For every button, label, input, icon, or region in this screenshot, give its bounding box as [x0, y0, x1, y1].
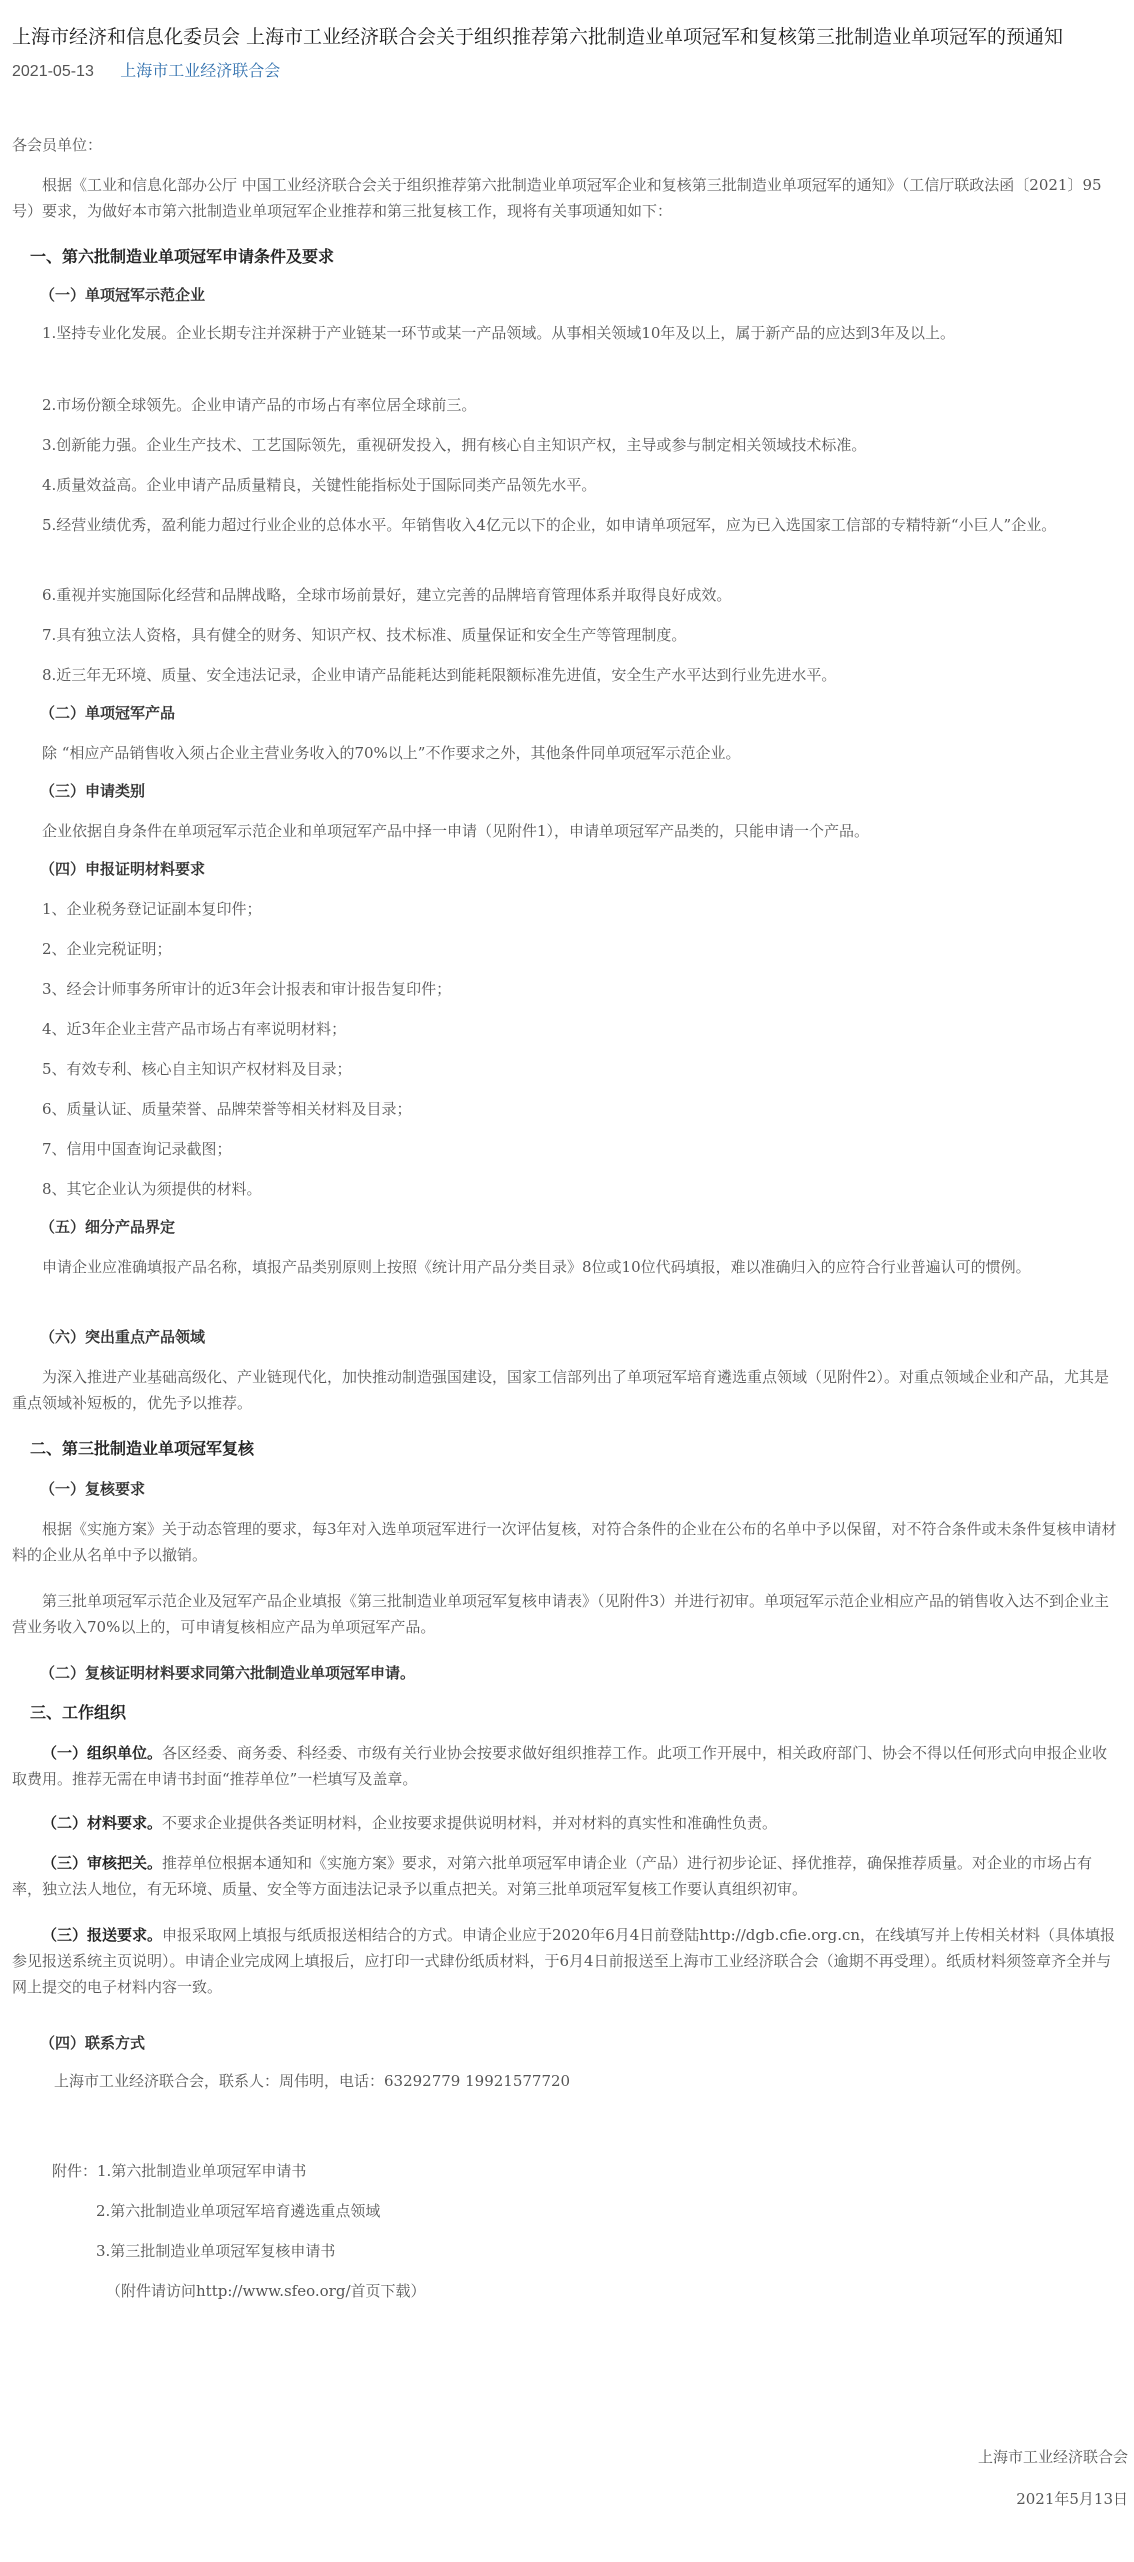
- s3-contact-heading: （四）联系方式: [40, 2034, 146, 2052]
- s1-sub2-heading: （二）单项冠军产品: [40, 704, 176, 722]
- s1-sub4-item-3: 3、经会计师事务所审计的近3年会计报表和审计报告复印件；: [42, 980, 452, 998]
- s1-sub4-item-2: 2、企业完税证明；: [42, 940, 172, 958]
- section-2-heading: 二、第三批制造业单项冠军复核: [30, 1439, 255, 1458]
- attachments-label: 附件：: [52, 2162, 98, 2180]
- signature-date: 2021年5月13日: [1016, 2490, 1128, 2508]
- s3-item-3: [12, 1850, 1122, 1902]
- s1-sub1-heading: （一）单项冠军示范企业: [40, 286, 206, 304]
- s1-sub5-heading: （五）细分产品界定: [40, 1218, 176, 1236]
- s3-item-4-label: （三）报送要求。: [42, 1926, 163, 1944]
- page-title: 上海市经济和信息化委员会 上海市工业经济联合会关于组织推荐第六批制造业单项冠军和复核第三批制造业单项冠军的预通知: [12, 26, 1064, 48]
- s3-item-3-text: 推荐单位根据本通知和《实施方案》要求，对第六批单项冠军申请企业（产品）进行初步论证、择优推荐，确保推荐质量。对企业的市场占有率，独立法人地位，有无环境、质量、安全等方面违法记录予以重点把关。对第三批单项冠军复核工作要认真组织初审。: [12, 1854, 1093, 1898]
- s1-sub3-heading: （三）申请类别: [40, 782, 146, 800]
- s2-sub1-p1: 根据《实施方案》关于动态管理的要求，每3年对入选单项冠军进行一次评估复核，对符合条件的企业在公布的名单中予以保留，对不符合条件或未条件复核申请材料的企业从名单中予以撤销。: [12, 1520, 1117, 1564]
- s3-item-1-text: 各区经委、商务委、科经委、市级有关行业协会按要求做好组织推荐工作。此项工作开展中，相关政府部门、协会不得以任何形式向申报企业收取费用。推荐无需在申请书封面“推荐单位”一栏填写及盖章。: [12, 1744, 1108, 1788]
- s1-sub1-item-6: 6.重视并实施国际化经营和品牌战略，全球市场前景好，建立完善的品牌培育管理体系并取得良好成效。: [42, 586, 732, 604]
- s3-item-1: [12, 1740, 1122, 1792]
- publish-date: 2021-05-13: [12, 63, 94, 80]
- s2-sub2-heading: （二）复核证明材料要求同第六批制造业单项冠军申请。: [40, 1664, 416, 1682]
- salutation: 各会员单位：: [12, 136, 103, 154]
- section-3-heading: 三、工作组织: [30, 1703, 127, 1722]
- s1-sub1-item-7: 7.具有独立法人资格，具有健全的财务、知识产权、技术标准、质量保证和安全生产等管理制度。: [42, 626, 687, 644]
- intro-paragraph: 根据《工业和信息化部办公厅 中国工业经济联合会关于组织推荐第六批制造业单项冠军企业和复核第三批制造业单项冠军的通知》（工信厅联政法函〔2021〕95号）要求，为做好本市第六批制造业单项冠军企业推荐和第三批复核工作，现将有关事项通知如下：: [12, 176, 1102, 220]
- s1-sub1-item-5: 5.经营业绩优秀，盈利能力超过行业企业的总体水平。年销售收入4亿元以下的企业，如申请单项冠军，应为已入选国家工信部的专精特新“小巨人”企业。: [42, 516, 1057, 534]
- s1-sub4-item-8: 8、其它企业认为须提供的材料。: [42, 1180, 262, 1198]
- s1-sub1-item-2: 2.市场份额全球领先。企业申请产品的市场占有率位居全球前三。: [42, 396, 477, 414]
- source-link[interactable]: 上海市工业经济联合会: [120, 63, 281, 80]
- s1-sub1-item-1: 1.坚持专业化发展。企业长期专注并深耕于产业链某一环节或某一产品领域。从事相关领域10年及以上，属于新产品的应达到3年及以上。: [42, 324, 955, 342]
- s2-sub1-p2: 第三批单项冠军示范企业及冠军产品企业填报《第三批制造业单项冠军复核申请表》（见附件3）并进行初审。单项冠军示范企业相应产品的销售收入达不到企业主营业务收入70%以上的，可申请复核相应产品为单项冠军产品。: [12, 1592, 1110, 1636]
- s3-item-4-text: 申报采取网上填报与纸质报送相结合的方式。申请企业应于2020年6月4日前登陆http://dgb.cfie.org.cn，在线填写并上传相关材料（具体填报参见报送系统主页说明）。申请企业完成网上填报后，应打印一式肆份纸质材料，于6月4日前报送至上海市工业经济联合会（逾期不再受理）。纸质材料须签章齐全并与网上提交的电子材料内容一致。: [12, 1926, 1116, 1996]
- s3-item-2: [12, 1810, 1122, 1836]
- signature-org: 上海市工业经济联合会: [977, 2448, 1128, 2466]
- attachments: [52, 2158, 306, 2184]
- s1-sub6-heading: （六）突出重点产品领域: [40, 1328, 206, 1346]
- s1-sub1-item-3: 3.创新能力强。企业生产技术、工艺国际领先，重视研发投入，拥有核心自主知识产权，主导或参与制定相关领域技术标准。: [42, 436, 867, 454]
- s1-sub4-item-7: 7、信用中国查询记录截图；: [42, 1140, 232, 1158]
- attachment-item-2: 2.第六批制造业单项冠军培育遴选重点领域: [96, 2202, 381, 2220]
- s1-sub5-text: 申请企业应准确填报产品名称，填报产品类别原则上按照《统计用产品分类目录》8位或10位代码填报，难以准确归入的应符合行业普遍认可的惯例。: [42, 1258, 1031, 1276]
- s1-sub2-text: 除 “相应产品销售收入须占企业主营业务收入的70%以上”不作要求之外，其他条件同单项冠军示范企业。: [42, 744, 741, 762]
- s3-item-2-text: 不要求企业提供各类证明材料，企业按要求提供说明材料，并对材料的真实性和准确性负责。: [162, 1814, 778, 1832]
- s1-sub4-heading: （四）申报证明材料要求: [40, 860, 206, 878]
- attachments-note: （附件请访问http://www.sfeo.org/首页下载）: [106, 2282, 426, 2300]
- section-1-heading: 一、第六批制造业单项冠军申请条件及要求: [30, 247, 335, 266]
- article-meta: [12, 60, 280, 84]
- s3-item-2-label: （二）材料要求。: [42, 1814, 163, 1832]
- s1-sub4-item-1: 1、企业税务登记证副本复印件；: [42, 900, 262, 918]
- s1-sub4-item-4: 4、近3年企业主营产品市场占有率说明材料；: [42, 1020, 347, 1038]
- s2-sub1-heading: （一）复核要求: [40, 1480, 146, 1498]
- attachment-item-1: 1.第六批制造业单项冠军申请书: [97, 2162, 307, 2180]
- s3-contact-text: 上海市工业经济联合会，联系人：周伟明，电话：63292779 19921577720: [54, 2072, 571, 2090]
- s1-sub3-text: 企业依据自身条件在单项冠军示范企业和单项冠军产品中择一申请（见附件1），申请单项冠军产品类的，只能申请一个产品。: [42, 822, 870, 840]
- s3-item-3-label: （三）审核把关。: [42, 1854, 163, 1872]
- s1-sub6-text: 为深入推进产业基础高级化、产业链现代化，加快推动制造强国建设，国家工信部列出了单项冠军培育遴选重点领域（见附件2）。对重点领域企业和产品，尤其是重点领域补短板的，优先予以推荐。: [12, 1368, 1110, 1412]
- s3-item-1-label: （一）组织单位。: [42, 1744, 163, 1762]
- s3-item-4: [12, 1922, 1122, 2000]
- s1-sub4-item-6: 6、质量认证、质量荣誉、品牌荣誉等相关材料及目录；: [42, 1100, 412, 1118]
- attachment-item-3: 3.第三批制造业单项冠军复核申请书: [96, 2242, 336, 2260]
- s1-sub4-item-5: 5、有效专利、核心自主知识产权材料及目录；: [42, 1060, 352, 1078]
- s1-sub1-item-8: 8.近三年无环境、质量、安全违法记录，企业申请产品能耗达到能耗限额标准先进值，安全生产水平达到行业先进水平。: [42, 666, 837, 684]
- s1-sub1-item-4: 4.质量效益高。企业申请产品质量精良，关键性能指标处于国际同类产品领先水平。: [42, 476, 597, 494]
